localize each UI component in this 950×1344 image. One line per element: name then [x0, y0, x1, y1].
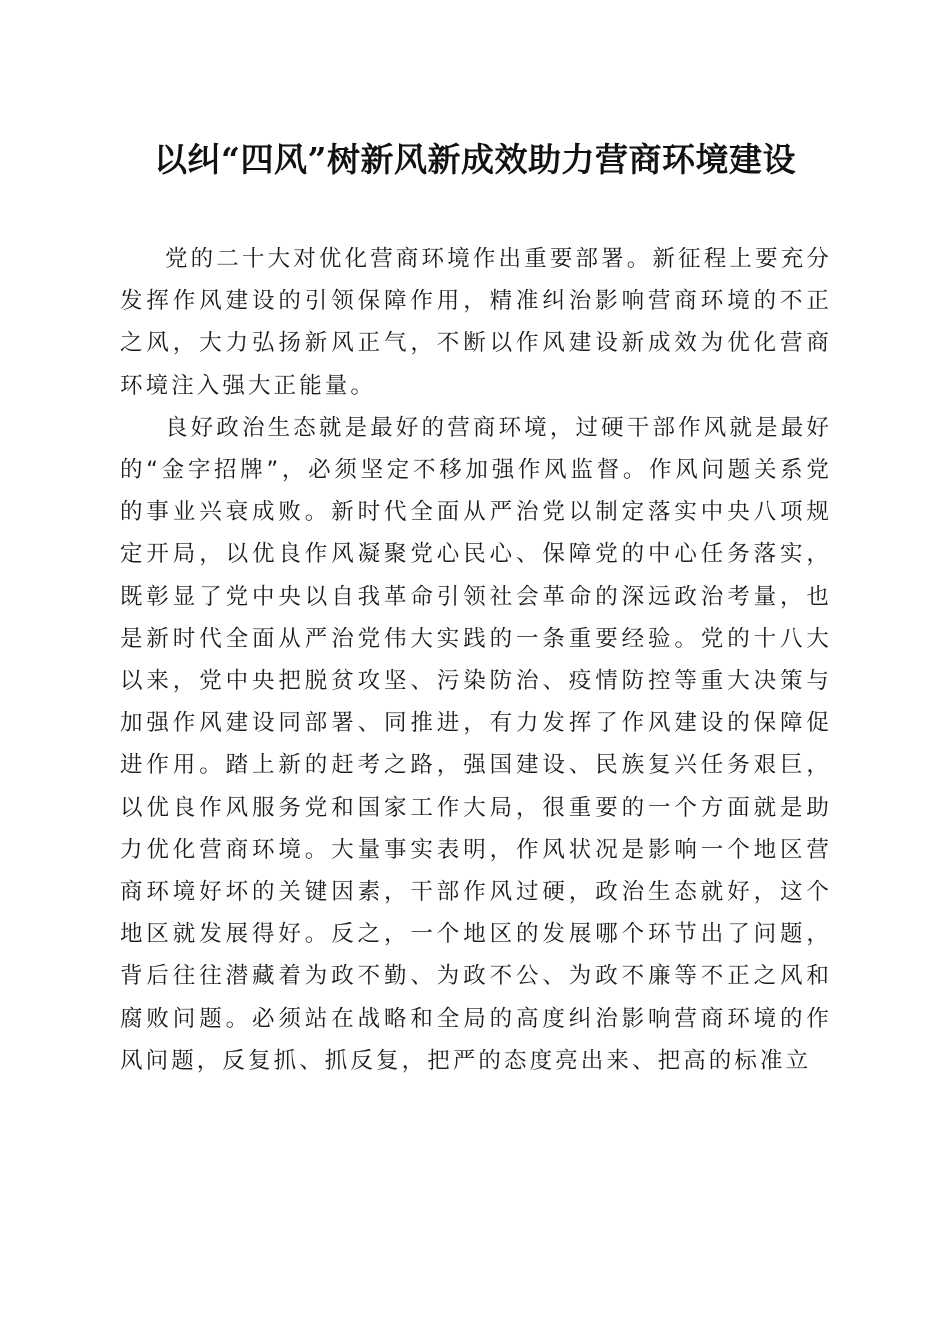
paragraph-2: 良好政治生态就是最好的营商环境，过硬干部作风就是最好的“金字招牌”，必须坚定不移加强作风监督。作风问题关系党的事业兴衰成败。新时代全面从严治党以制定落实中央八项规定开局，以优良作风凝聚党心民心、保障党的中心任务落实，既彰显了党中央以自我革命引领社会革命的深远政治考量，也是新时代全面从严治党伟大实践的一条重要经验。党的十八大以来，党中央把脱贫攻坚、污染防治、疫情防控等重大决策与加强作风建设同部署、同推进，有力发挥了作风建设的保障促进作用。踏上新的赶考之路，强国建设、民族复兴任务艰巨，以优良作风服务党和国家工作大局，很重要的一个方面就是助力优化营商环境。大量事实表明，作风状况是影响一个地区营商环境好坏的关键因素，干部作风过硬，政治生态就好，这个地区就发展得好。反之，一个地区的发展哪个环节出了问题，背后往往潜藏着为政不勤、为政不公、为政不廉等不正之风和腐败问题。必须站在战略和全局的高度纠治影响营商环境的作风问题，反复抓、抓反复，把严的态度亮出来、把高的标准立 — [120, 414, 832, 1074]
paragraph-1: 党的二十大对优化营商环境作出重要部署。新征程上要充分发挥作风建设的引领保障作用，精准纠治影响营商环境的不正之风，大力弘扬新风正气，不断以作风建设新成效为优化营商环境注入强大正能量。 — [120, 246, 832, 399]
document-body — [120, 238, 832, 1082]
document-title: 以纠“四风”树新风新成效助力营商环境建设 — [154, 140, 796, 179]
